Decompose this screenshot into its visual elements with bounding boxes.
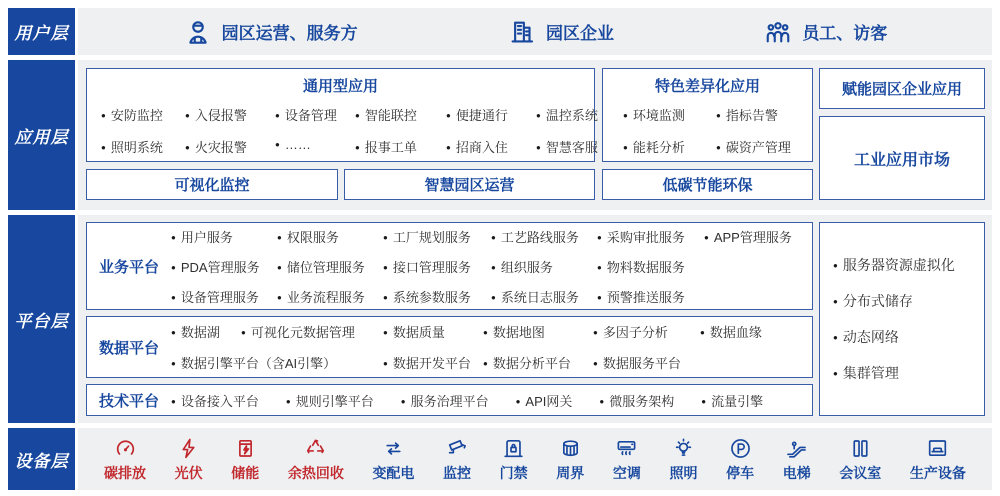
service-item: ● API网关 [516,391,573,410]
infra-item: ● 分布式储存 [833,291,984,311]
service-item: ● 数据血缘 [700,322,812,341]
empower-enterprise-apps-box: 赋能园区企业应用 [819,68,985,109]
device-item-energy-storage [231,436,259,483]
parking-icon [728,436,753,461]
business-platform-list [171,227,812,306]
people-icon [763,17,793,47]
service-item: ● 数据服务平台 [593,353,700,372]
lightning-bolt-icon [176,436,201,461]
device-item-power-distribution [372,436,414,483]
service-item: ● 业务流程服务 [277,287,383,306]
user-layer-label: 用户层 [8,8,75,55]
building-icon [507,17,537,47]
device-item-carbon-emission [104,436,146,483]
service-item: ● 数据开发平台 [383,353,483,372]
device-label: 光伏 [174,464,203,481]
device-label: 监控 [443,464,472,481]
general-applications-title: 通用型应用 [302,78,378,95]
app-item: ● 报事工单 [355,137,446,156]
app-item: ● 入侵报警 [185,105,275,124]
light-bulb-icon [671,436,696,461]
app-item: ● …… [275,137,355,156]
service-item: ● 数据引擎平台（含AI引擎） [171,353,383,372]
device-label: 碳排放 [104,464,146,481]
air-conditioner-icon [614,436,639,461]
user-group-label: 园区企业 [545,24,614,43]
tech-platform-list [171,391,812,410]
data-platform-title: 数据平台 [98,339,159,357]
general-applications-list [87,96,598,156]
app-item: ● 招商入住 [446,137,536,156]
device-label: 电梯 [782,464,811,481]
device-item-surveillance [443,436,471,483]
service-item: ● 设备接入平台 [171,391,259,410]
service-item: ● 设备管理服务 [171,287,277,306]
service-item: ● 数据湖 [171,322,241,341]
service-item: ● 数据质量 [383,322,483,341]
data-platform-box [86,316,813,378]
platform-layer-label: 平台层 [8,215,75,423]
special-applications-title: 特色差异化应用 [654,78,760,95]
device-label: 变配电 [372,464,415,481]
device-label: 停车 [726,464,755,481]
device-item-air-conditioning [613,436,641,483]
service-item: ● 接口管理服务 [383,257,491,276]
business-platform-box [86,222,813,310]
device-label: 空调 [612,464,641,481]
recycle-icon [303,436,328,461]
battery-storage-icon [233,436,258,461]
service-item: ● 多因子分析 [593,322,700,341]
industrial-app-market-box: 工业应用市场 [819,116,985,200]
device-item-solar [175,436,203,483]
visual-monitoring-banner: 可视化监控 [86,169,338,200]
device-label: 会议室 [839,464,882,481]
cctv-camera-icon [445,436,470,461]
service-item: ● 系统参数服务 [383,287,491,306]
device-item-meeting-room [839,436,881,483]
user-group-operators [183,17,358,47]
user-group-enterprises [507,17,614,47]
tech-platform-title: 技术平台 [98,392,159,410]
general-applications-box [86,68,598,162]
service-item: ● 采购审批服务 [597,227,704,246]
service-item: ● 可视化元数据管理 [241,322,383,341]
service-item: ● 数据地图 [483,322,593,341]
infra-item: ● 动态网络 [833,327,984,347]
app-item: ● 便捷通行 [446,105,536,124]
low-carbon-banner: 低碳节能环保 [602,169,813,200]
smart-park-operation-banner: 智慧园区运营 [344,169,595,200]
service-item: ● 流量引擎 [701,391,763,410]
user-layer-band [78,8,992,55]
service-item: ● APP管理服务 [704,227,812,246]
service-item: ● 用户服务 [171,227,277,246]
service-item: ● 储位管理服务 [277,257,383,276]
app-item: ● 碳资产管理 [716,137,812,156]
app-item: ● 智慧客服 [536,137,598,156]
service-item: ● 工艺路线服务 [491,227,597,246]
service-item: ● 规则引擎平台 [286,391,374,410]
platform-layer-band [78,215,992,423]
device-layer-label: 设备层 [8,428,75,490]
production-machine-icon [925,436,950,461]
service-item: ● 物料数据服务 [597,257,704,276]
device-layer-band [78,428,992,490]
infra-item: ● 集群管理 [833,363,984,383]
app-item: ● 能耗分析 [623,137,716,156]
data-platform-list [171,322,812,372]
meeting-room-icon [848,436,873,461]
app-item: ● 火灾报警 [185,137,275,156]
business-platform-title: 业务平台 [98,258,159,276]
device-item-perimeter [556,436,584,483]
device-item-heat-recovery [288,436,344,483]
device-item-elevator [783,436,811,483]
infrastructure-box [819,222,985,416]
service-item: ● 工厂规划服务 [383,227,491,246]
special-applications-box [602,68,813,162]
device-item-lighting [669,436,697,483]
tech-platform-box [86,384,813,416]
app-item: ● 环境监测 [623,105,716,124]
app-item: ● 照明系统 [101,137,185,156]
device-label: 储能 [231,464,260,481]
app-item: ● 温控系统 [536,105,598,124]
infra-item: ● 服务器资源虚拟化 [833,255,984,275]
app-item: ● 设备管理 [275,105,355,124]
device-item-production-equipment [910,436,966,483]
device-label: 余热回收 [287,464,344,481]
service-item: ● 数据分析平台 [483,353,593,372]
device-item-parking [726,436,754,483]
application-layer-label: 应用层 [8,60,75,210]
swap-arrows-icon [381,436,406,461]
perimeter-drum-icon [558,436,583,461]
service-item: ● 系统日志服务 [491,287,597,306]
device-label: 门禁 [499,464,528,481]
gauge-icon [113,436,138,461]
device-label: 周界 [556,464,585,481]
service-item: ● 服务治理平台 [401,391,489,410]
device-label: 照明 [669,464,698,481]
device-label: 生产设备 [909,464,966,481]
special-applications-list [603,96,812,156]
escalator-icon [784,436,809,461]
service-item: ● 权限服务 [277,227,383,246]
user-group-label: 员工、访客 [802,24,888,43]
worker-icon [183,17,213,47]
door-lock-icon [501,436,526,461]
service-item: ● PDA管理服务 [171,257,277,276]
service-item: ● 预警推送服务 [597,287,704,306]
app-item: ● 安防监控 [101,105,185,124]
user-group-label: 园区运营、服务方 [221,24,358,43]
application-layer-band [78,60,992,210]
service-item: ● 微服务架构 [599,391,674,410]
app-item: ● 指标告警 [716,105,812,124]
device-item-access-control [500,436,528,483]
user-group-staff-visitors [763,17,887,47]
app-item: ● 智能联控 [355,105,446,124]
service-item: ● 组织服务 [491,257,597,276]
